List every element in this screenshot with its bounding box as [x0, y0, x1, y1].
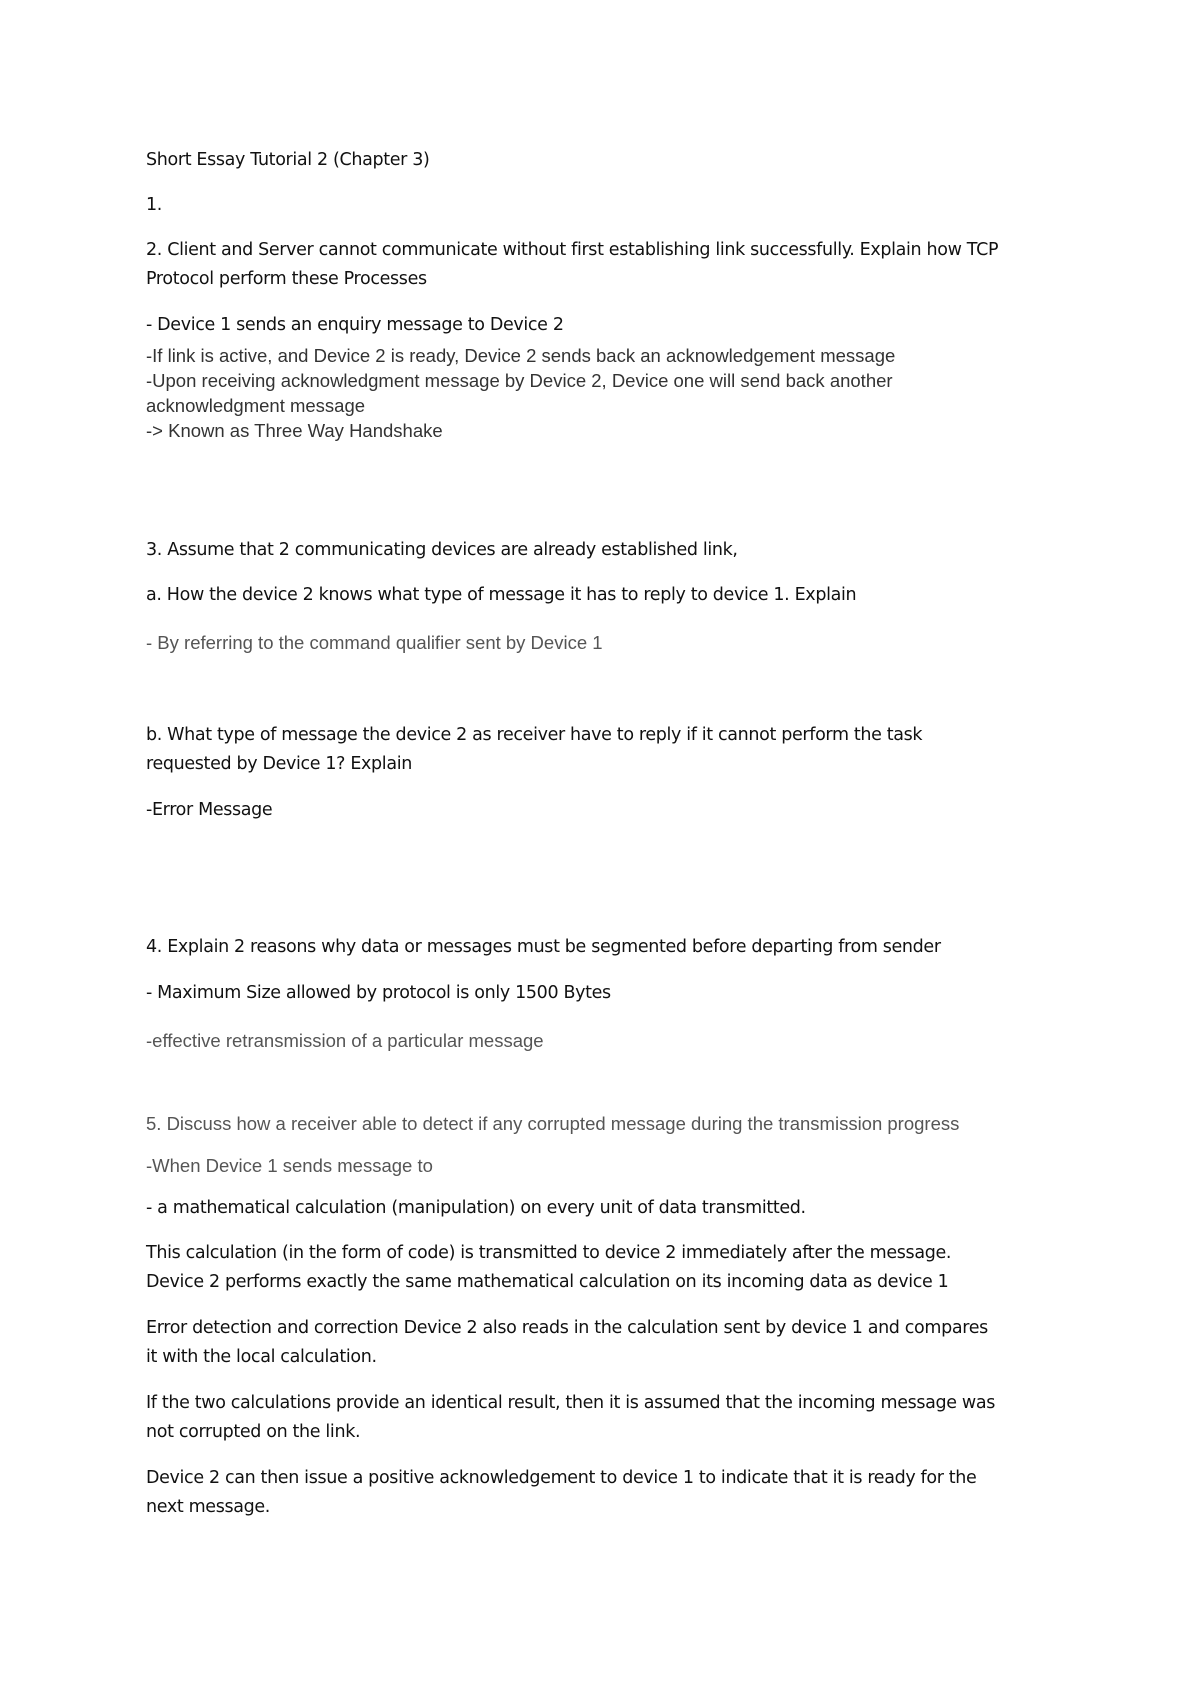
question-5-paragraph-1-line-2: Device 2 performs exactly the same mathematical calculation on its incoming data as device 1: [146, 1272, 949, 1292]
question-3b-line-1: b. What type of message the device 2 as receiver have to reply if it cannot perform the task: [146, 725, 923, 745]
question-5-answer-1: -When Device 1 sends message to: [146, 1155, 433, 1176]
question-2-answer-4: acknowledgment message: [146, 395, 366, 416]
question-5-paragraph-1-line-1: This calculation (in the form of code) is transmitted to device 2 immediately after the message.: [146, 1243, 952, 1263]
question-3-intro: 3. Assume that 2 communicating devices are already established link,: [146, 540, 738, 560]
question-2-answer-1: - Device 1 sends an enquiry message to Device 2: [146, 315, 564, 335]
question-5-paragraph-2-line-1: Error detection and correction Device 2 also reads in the calculation sent by device 1 and compares: [146, 1318, 988, 1338]
question-5-paragraph-2-line-2: it with the local calculation.: [146, 1347, 377, 1367]
question-2-answer-3: -Upon receiving acknowledgment message by Device 2, Device one will send back another: [146, 370, 893, 391]
question-1-number: 1.: [146, 195, 162, 215]
question-5: 5. Discuss how a receiver able to detect if any corrupted message during the transmission progress: [146, 1113, 960, 1134]
question-3b-answer: -Error Message: [146, 800, 273, 820]
question-3b-line-2: requested by Device 1? Explain: [146, 754, 412, 774]
question-2-answer-2: -If link is active, and Device 2 is ready, Device 2 sends back an acknowledgement message: [146, 345, 896, 366]
question-5-paragraph-3-line-2: not corrupted on the link.: [146, 1422, 361, 1442]
question-4-answer-1: - Maximum Size allowed by protocol is only 1500 Bytes: [146, 983, 611, 1003]
question-2-answer-5: -> Known as Three Way Handshake: [146, 420, 443, 441]
question-5-paragraph-4-line-1: Device 2 can then issue a positive acknowledgement to device 1 to indicate that it is ready for the: [146, 1468, 977, 1488]
question-3a: a. How the device 2 knows what type of message it has to reply to device 1. Explain: [146, 585, 857, 605]
question-2-line-1: 2. Client and Server cannot communicate without first establishing link successfully. Explain how TCP: [146, 240, 999, 260]
question-2-line-2: Protocol perform these Processes: [146, 269, 427, 289]
question-5-paragraph-3-line-1: If the two calculations provide an identical result, then it is assumed that the incoming message was: [146, 1393, 996, 1413]
question-4-answer-2: -effective retransmission of a particular message: [146, 1030, 544, 1051]
question-4: 4. Explain 2 reasons why data or messages must be segmented before departing from sender: [146, 937, 941, 957]
document-title: Short Essay Tutorial 2 (Chapter 3): [146, 150, 430, 170]
question-3a-answer: - By referring to the command qualifier sent by Device 1: [146, 632, 603, 653]
question-5-paragraph-4-line-2: next message.: [146, 1497, 270, 1517]
question-5-answer-2: - a mathematical calculation (manipulation) on every unit of data transmitted.: [146, 1198, 806, 1218]
